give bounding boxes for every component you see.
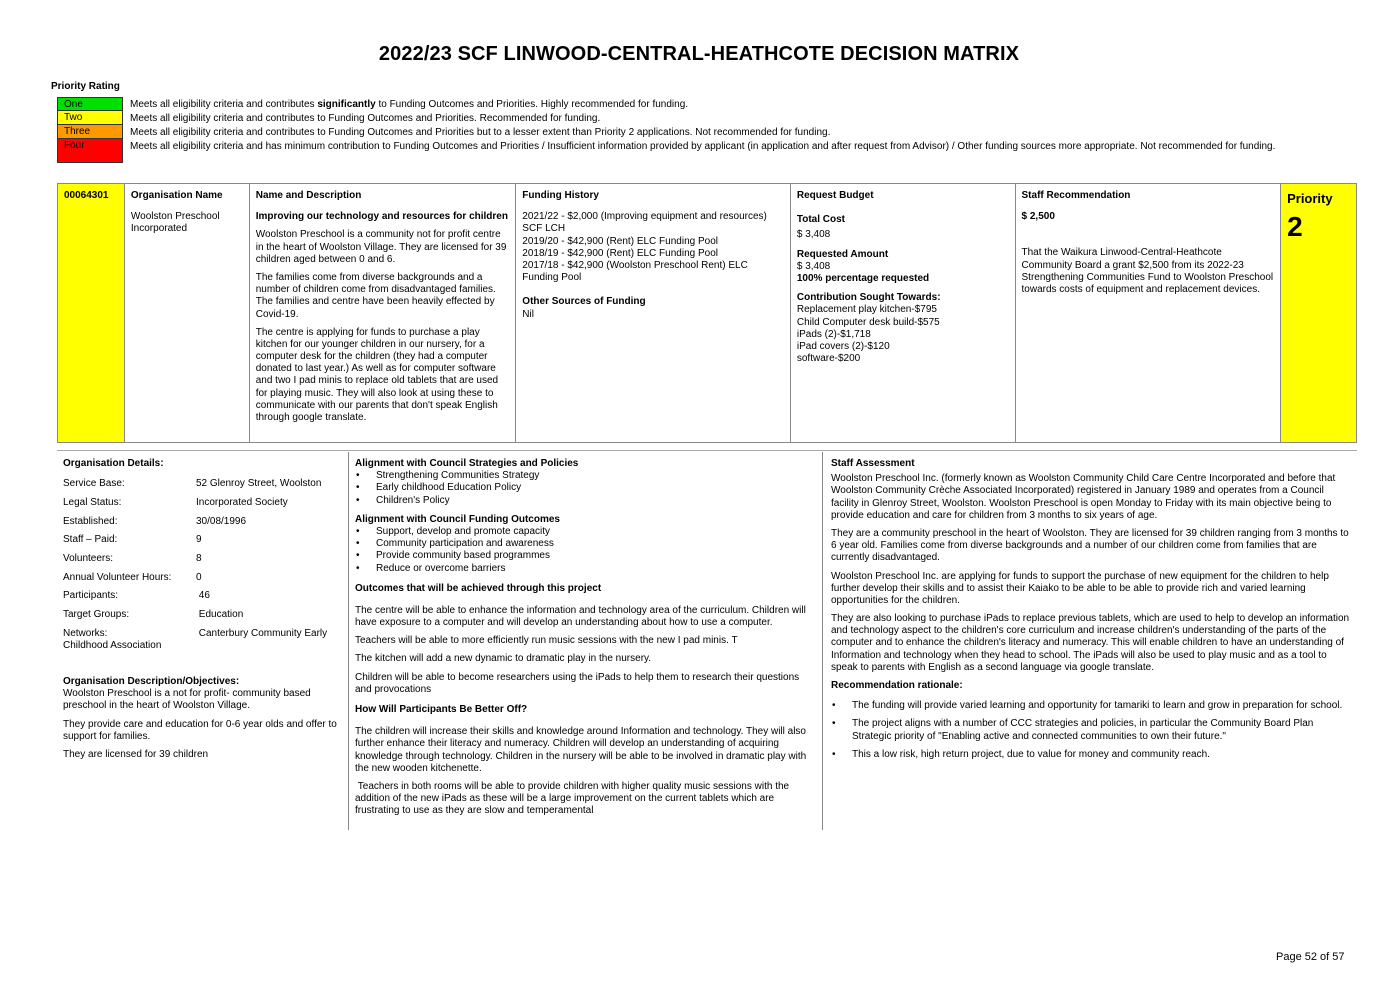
detail-row: Established: 30/08/1996 — [63, 515, 247, 527]
decision-matrix-row — [57, 183, 1357, 443]
detail-row: Service Base: 52 Glenroy Street, Woolston — [63, 478, 322, 490]
funding-history-item: 2017/18 - $42,900 (Woolston Preschool Rent) ELC Funding Pool — [522, 259, 748, 284]
project-outcomes-header: Outcomes that will be achieved through this project — [355, 582, 602, 594]
better-off-paragraph: The children will increase their skills and knowledge around Information and technology. They will also further enhance their literacy and numeracy. Children will develop an understanding of acquiring knowledge through technology. Children in the nursery will be able to be involved in dramatic play with the new wooden kitchenette. — [355, 726, 807, 774]
request-budget-column — [791, 184, 1016, 442]
priority-label: Priority — [1287, 191, 1333, 206]
funding-history-item: 2019/20 - $42,900 (Rent) ELC Funding Pool — [522, 235, 718, 247]
organisation-details — [57, 452, 348, 830]
staff-recommendation-text: That the Waikura Linwood-Central-Heathcote Community Board a grant $2,500 from its 2022-23 Strengthening Communities Fund to Woolston Preschool towards costs of equipment and replacement devices. — [1021, 247, 1274, 295]
application-id: 00064301 — [58, 184, 125, 442]
priority-row-one — [57, 97, 1317, 111]
list-item: • Early childhood Education Policy — [355, 482, 816, 494]
strategies-list — [355, 470, 816, 507]
list-item: • Reduce or overcome barriers — [355, 563, 816, 575]
total-cost-label: Total Cost — [796, 214, 846, 226]
description-paragraph: The families come from diverse backgrounds and a number of children come from disadvantaged families. The families and centre have been heavily effected by Covid-19. — [255, 271, 496, 320]
priority-value: 2 — [1287, 210, 1303, 242]
rationale-list — [831, 700, 1351, 761]
funding-outcomes-list — [355, 526, 816, 575]
funding-history-header: Funding History — [522, 190, 599, 201]
better-off-paragraph: Teachers in both rooms will be able to provide children with higher quality music sessions with the addition of the new iPads as these will be a large improvement on the current tablets which are frustrating to use as they are slow and temperamental — [355, 780, 792, 817]
project-outcome-paragraph: Children will be able to become researchers using the iPads to help them to research their questions and provocations — [355, 671, 800, 695]
assessment-paragraph: Woolston Preschool Inc. (formerly known as Woolston Community Child Care Centre Incorporated and before that Woolston Community Crèche Associated Incorporated) registered in January 1989 and operates from a Council facility in Glenroy Street, Woolston. Woolston Preschool is open Monday to Friday with its main objective being to provide education and care for children from 3 months to six years of age. — [831, 473, 1336, 521]
staff-recommended-amount: $ 2,500 — [1021, 211, 1055, 223]
priority-row-four — [57, 139, 1317, 163]
rationale-header: Recommendation rationale: — [831, 680, 963, 691]
priority-desc-three: Meets all eligibility criteria and contributes to Funding Outcomes and Priorities but to a lesser extent than Priority 2 applications. Not recommended for funding. — [130, 127, 831, 138]
list-item: • The funding will provide varied learning and opportunity for tamariki to learn and grow in preparation for school. — [831, 700, 1351, 712]
detail-row: Target Groups: Education — [63, 609, 244, 620]
total-cost-value: $ 3,408 — [796, 229, 831, 241]
priority-desc-four: Meets all eligibility criteria and has minimum contribution to Funding Outcomes and Priorities / Insufficient information provided by applicant (in application and after request from Advisor) / Other funding sources more appropriate. Not recommended for funding. — [130, 141, 1276, 152]
funding-history-item: 2018/19 - $42,900 (Rent) ELC Funding Pool — [522, 247, 718, 259]
staff-assessment-header: Staff Assessment — [831, 458, 915, 469]
organisation-name: Woolston Preschool Incorporated — [130, 211, 220, 235]
priority-swatch-two: Two — [57, 111, 123, 125]
organisation-column — [125, 184, 250, 442]
priority-swatch-four: Four — [57, 139, 123, 163]
priority-desc-one: Meets all eligibility criteria and contributes significantly to Funding Outcomes and Priorities. Highly recommended for funding. — [130, 99, 689, 110]
priority-column — [1281, 184, 1356, 442]
description-paragraph: Woolston Preschool is a community not for profit centre in the heart of Woolston Village. They are licensed for 39 children aged between 0 and 6. — [255, 229, 507, 265]
assessment-section — [57, 452, 1357, 830]
detail-row: Annual Volunteer Hours: 0 — [63, 571, 202, 583]
list-item: • Community participation and awareness — [355, 538, 816, 550]
priority-swatch-one: One — [57, 97, 123, 111]
contribution-item: iPad covers (2)-$120 — [796, 340, 890, 352]
networks-continued: Childhood Association — [63, 639, 162, 651]
name-description-column — [250, 184, 517, 442]
staff-assessment-column — [823, 452, 1357, 830]
list-item: • This a low risk, high return project, due to value for money and community reach. — [831, 749, 1351, 761]
contribution-item: iPads (2)-$1,718 — [796, 328, 871, 340]
section-divider — [57, 450, 1357, 451]
priority-rating-heading: Priority Rating — [51, 81, 120, 92]
list-item: • Support, develop and promote capacity — [355, 526, 816, 538]
list-item: • Children's Policy — [355, 495, 816, 507]
contribution-item: software-$200 — [796, 353, 861, 365]
funding-history-column — [516, 184, 791, 442]
better-off-header: How Will Participants Be Better Off? — [355, 704, 528, 715]
detail-row-networks: Networks: Canterbury Community Early — [63, 627, 328, 639]
list-item: • The project aligns with a number of CCC strategies and policies, in particular the Community Board Plan Strategic priority of "Enabling active and connected communities to own their future." — [831, 718, 1351, 742]
organisation-description: Woolston Preschool is a not for profit- community based preschool in the heart of Woolston Village. — [63, 688, 311, 712]
organisation-description-header: Organisation Description/Objectives: — [63, 676, 240, 688]
contribution-label: Contribution Sought Towards: — [796, 292, 941, 304]
organisation-details-header: Organisation Details: — [63, 458, 164, 469]
requested-amount-label: Requested Amount — [796, 248, 889, 260]
funding-outcomes-header: Alignment with Council Funding Outcomes — [355, 513, 560, 525]
strategies-header: Alignment with Council Strategies and Policies — [355, 458, 579, 469]
page-number: Page 52 of 57 — [1276, 951, 1345, 963]
project-outcome-paragraph: The kitchen will add a new dynamic to dramatic play in the nursery. — [355, 653, 652, 665]
detail-row: Volunteers: 8 — [63, 552, 202, 564]
project-outcome-paragraph: The centre will be able to enhance the information and technology area of the curriculum. Children will have exposure to a computer and will develop an understanding about how to use a computer. — [355, 604, 806, 629]
detail-row: Legal Status: Incorporated Society — [63, 496, 288, 508]
description-paragraph: The centre is applying for funds to purchase a play kitchen for our younger children in our nursery, for a computer desk for the children (they had a computer donated to last year.) As well as for computer software and two I pad minis to replace old tablets that are used for playing music. They will also look at using these to communicate with our parents that don't speak English through google translate. — [255, 326, 499, 423]
priority-desc-two: Meets all eligibility criteria and contributes to Funding Outcomes and Priorities. Recommended for funding. — [130, 113, 601, 124]
other-sources-value: Nil — [522, 308, 534, 320]
priority-row-two — [57, 111, 1317, 125]
contribution-item: Child Computer desk build-$575 — [796, 316, 940, 328]
other-sources-header: Other Sources of Funding — [522, 296, 646, 308]
staff-recommendation-column — [1016, 184, 1282, 442]
organisation-description: They are licensed for 39 children — [63, 749, 209, 760]
detail-row: Staff – Paid: 9 — [63, 534, 202, 546]
percentage-requested: 100% percentage requested — [796, 272, 930, 284]
project-outcome-paragraph: Teachers will be able to more efficiently run music sessions with the new I pad minis. T — [355, 635, 738, 647]
requested-amount-value: $ 3,408 — [796, 260, 831, 272]
funding-history-item: 2021/22 - $2,000 (Improving equipment and resources) SCF LCH — [522, 211, 767, 235]
assessment-paragraph: Woolston Preschool Inc. are applying for funds to support the purchase of new equipment for the children to help further develop their skills and to assist their Kaiako to be able to be able to provide rich and varied learning opportunities for the children. — [831, 570, 1329, 606]
priority-row-three — [57, 125, 1317, 139]
assessment-paragraph: They are a community preschool in the heart of Woolston. They are licensed for 39 children ranging from 3 months to 6 year old. Families come from diverse backgrounds and a number of our children come from families that are currently disadvantaged. — [831, 527, 1349, 564]
staff-recommendation-header: Staff Recommendation — [1021, 190, 1131, 201]
list-item: • Provide community based programmes — [355, 550, 816, 562]
assessment-paragraph: They are also looking to purchase iPads to replace previous tablets, which are used to help to develop an information and technology aspect to the children's core curriculum and increase children's understanding of the parts of the computer and to enhance the children's literacy and numeracy. This will enable children to have an understanding of Information and technology when they head to school. The iPads will also be used to play music and as a tool to speak to parents with English as a second language via google translate. — [831, 613, 1350, 673]
contribution-item: Replacement play kitchen-$795 — [796, 304, 937, 316]
alignment-column — [348, 452, 823, 830]
list-item: • Strengthening Communities Strategy — [355, 470, 816, 482]
organisation-description: They provide care and education for 0-6 year olds and offer to support for families. — [63, 718, 337, 742]
priority-rating-legend — [57, 97, 1317, 163]
detail-row: Participants: 46 — [63, 590, 210, 602]
name-description-header: Name and Description — [255, 190, 362, 201]
project-title: Improving our technology and resources for children — [255, 211, 508, 223]
priority-swatch-three: Three — [57, 125, 123, 139]
request-budget-header: Request Budget — [796, 190, 874, 201]
page-title: 2022/23 SCF LINWOOD-CENTRAL-HEATHCOTE DECISION MATRIX — [378, 43, 1020, 65]
organisation-name-header: Organisation Name — [130, 190, 223, 201]
